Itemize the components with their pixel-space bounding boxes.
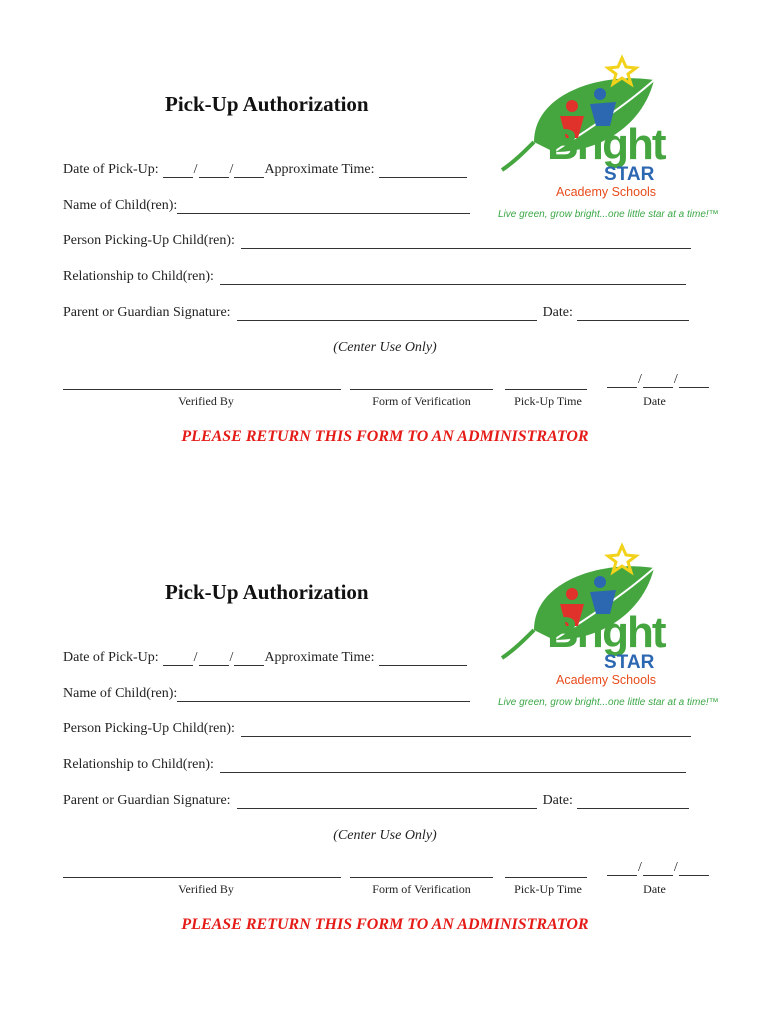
center-use-text: (Center Use Only)	[333, 340, 437, 355]
date-separator: /	[638, 860, 642, 875]
child-name-field[interactable]	[177, 199, 470, 214]
verification-form-label: Form of Verification	[372, 882, 471, 896]
relationship-field[interactable]	[220, 758, 686, 773]
date-separator: /	[638, 372, 642, 387]
person-field[interactable]	[241, 722, 691, 737]
person-field[interactable]	[241, 234, 691, 249]
pickup-time-label: Pick-Up Time	[514, 394, 582, 408]
logo-academy-text: Academy Schools	[556, 673, 657, 687]
verified-by-label: Verified By	[178, 882, 234, 896]
verification-form-label: Form of Verification	[372, 394, 471, 408]
verified-by-field[interactable]	[63, 876, 341, 878]
center-year-field[interactable]	[679, 861, 709, 876]
return-notice	[0, 916, 770, 934]
pickup-time-field[interactable]	[505, 876, 587, 878]
verified-by-label: Verified By	[178, 394, 234, 408]
center-date-field	[607, 860, 709, 876]
verification-form-field[interactable]	[350, 388, 493, 390]
date-separator: /	[229, 650, 234, 665]
signature-label: Parent or Guardian Signature:	[63, 305, 231, 320]
relationship-row	[63, 267, 686, 285]
person-label: Person Picking-Up Child(ren):	[63, 721, 235, 736]
pickup-date-label: Date of Pick-Up:	[63, 162, 159, 177]
center-year-field[interactable]	[679, 373, 709, 388]
verification-form-field[interactable]	[350, 876, 493, 878]
child-name-label: Name of Child(ren):	[63, 686, 178, 701]
signature-row	[63, 791, 689, 809]
center-use-text: (Center Use Only)	[333, 828, 437, 843]
center-month-field[interactable]	[607, 861, 637, 876]
pickup-month-field[interactable]	[163, 163, 193, 178]
pickup-year-field[interactable]	[234, 163, 264, 178]
child-name-field[interactable]	[177, 687, 470, 702]
center-month-field[interactable]	[607, 373, 637, 388]
pickup-date-row	[63, 160, 467, 178]
pickup-month-field[interactable]	[163, 651, 193, 666]
approx-time-label: Approximate Time:	[264, 650, 375, 665]
pickup-year-field[interactable]	[234, 651, 264, 666]
date-separator: /	[229, 162, 234, 177]
pickup-day-field[interactable]	[199, 163, 229, 178]
signature-row	[63, 303, 689, 321]
pickup-time-label: Pick-Up Time	[514, 882, 582, 896]
pickup-date-row	[63, 648, 467, 666]
logo-bright-word: Bright	[547, 120, 665, 169]
signature-date-label: Date:	[542, 305, 573, 320]
logo-star-word: STAR	[604, 164, 655, 185]
verified-by-field[interactable]	[63, 388, 341, 390]
approx-time-field[interactable]	[379, 163, 467, 178]
relationship-label: Relationship to Child(ren):	[63, 269, 214, 284]
logo-star-word: STAR	[604, 652, 655, 673]
date-separator: /	[193, 162, 198, 177]
child-name-row	[63, 196, 470, 214]
signature-date-field[interactable]	[577, 306, 689, 321]
child-name-label: Name of Child(ren):	[63, 198, 178, 213]
return-notice-text: PLEASE RETURN THIS FORM TO AN ADMINISTRATOR	[181, 916, 589, 933]
relationship-row	[63, 755, 686, 773]
signature-field[interactable]	[237, 794, 537, 809]
pickup-form-top	[0, 0, 770, 490]
date-separator: /	[193, 650, 198, 665]
form-title: Pick-Up Authorization	[165, 580, 369, 604]
relationship-label: Relationship to Child(ren):	[63, 757, 214, 772]
person-row	[63, 231, 691, 249]
pickup-time-field[interactable]	[505, 388, 587, 390]
center-use-only	[0, 340, 770, 356]
date-separator: /	[673, 372, 678, 387]
center-date-label: Date	[643, 394, 666, 408]
date-separator: /	[673, 860, 678, 875]
signature-date-label: Date:	[542, 793, 573, 808]
center-date-field	[607, 372, 709, 388]
pickup-form-bottom	[0, 488, 770, 978]
relationship-field[interactable]	[220, 270, 686, 285]
approx-time-label: Approximate Time:	[264, 162, 375, 177]
signature-label: Parent or Guardian Signature:	[63, 793, 231, 808]
logo-tagline: Live green, grow bright...one little star at a time!™	[498, 697, 719, 708]
center-day-field[interactable]	[643, 861, 673, 876]
logo-bright-word: Bright	[547, 608, 665, 657]
logo-academy-text: Academy Schools	[556, 185, 657, 199]
return-notice	[0, 428, 770, 446]
person-row	[63, 719, 691, 737]
signature-date-field[interactable]	[577, 794, 689, 809]
pickup-date-label: Date of Pick-Up:	[63, 650, 159, 665]
return-notice-text: PLEASE RETURN THIS FORM TO AN ADMINISTRATOR	[181, 428, 589, 445]
pickup-day-field[interactable]	[199, 651, 229, 666]
center-date-label: Date	[643, 882, 666, 896]
approx-time-field[interactable]	[379, 651, 467, 666]
signature-field[interactable]	[237, 306, 537, 321]
center-use-only	[0, 828, 770, 844]
logo-tagline: Live green, grow bright...one little star at a time!™	[498, 209, 719, 220]
center-day-field[interactable]	[643, 373, 673, 388]
person-label: Person Picking-Up Child(ren):	[63, 233, 235, 248]
form-title: Pick-Up Authorization	[165, 92, 369, 116]
child-name-row	[63, 684, 470, 702]
